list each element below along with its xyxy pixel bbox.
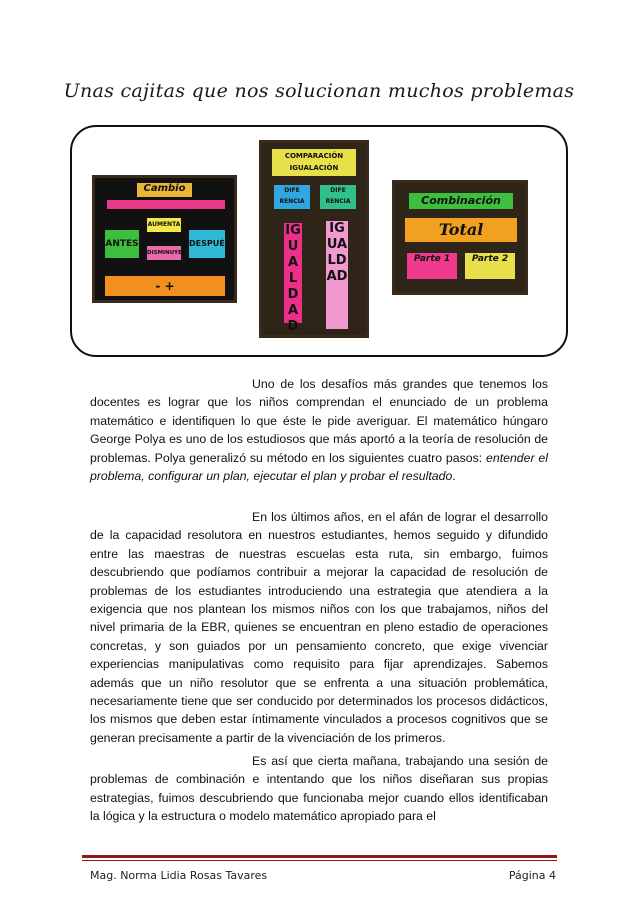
total-label: Total bbox=[405, 218, 517, 242]
diferencia-left-label: DIFE RENCIA bbox=[274, 185, 310, 209]
antes-label: ANTES bbox=[105, 230, 139, 258]
pink-strip bbox=[107, 200, 225, 209]
aumenta-label: AUMENTA bbox=[147, 218, 181, 232]
paragraph-3 bbox=[90, 752, 548, 826]
footer-rule-thin bbox=[82, 860, 557, 861]
paragraph-1-text: Uno de los desafíos más grandes que tenemos los docentes es lograr que los niños comprendan el enunciado de un problema matemático e identifiquen lo que éste le pide averiguar. El matemático húngaro George Polya es uno de los estudiosos que más aportó a la teoría de resolución de problemas. Polya generalizó su método en los siguientes cuatro pasos: bbox=[90, 377, 548, 465]
polya-steps: entender el problema, configurar un plan, ejecutar el plan y probar el resultado bbox=[90, 450, 548, 484]
footer-page-number: Página 4 bbox=[508, 869, 556, 882]
page-title: Unas cajitas que nos solucionan muchos problemas bbox=[63, 80, 575, 102]
paragraph-1 bbox=[90, 375, 548, 485]
cambio-label: Cambio bbox=[137, 183, 192, 197]
paragraph-2 bbox=[90, 508, 548, 747]
bottom-label: - + bbox=[105, 276, 225, 296]
igualdad-right-label: IGUALDAD bbox=[326, 221, 348, 329]
parte1-label: Parte 1 bbox=[407, 253, 457, 279]
paragraph-2-text: En los últimos años, en el afán de lograr el desarrollo de la capacidad resolutora en nuestros estudiantes, hemos seguido y difundido entre las maestras de nuestras escuelas esta ruta, sin embargo, fuimos descubriendo que podíamos contribuir a mejorar la capacidad de resolución de problemas de los estudiantes introduciendo una estrategia que atendiera a la exigencia que nos plantean los mismos niños con los que trabajamos, niños del nivel primaria de la EBR, quienes se encuentran en pleno estadio de operaciones concretas, y son guiados por un pensamiento concreto, que exige vivenciar experiencias manipulativas como requisito para fijar aprendizajes. Sabemos además que un niño resolutor que se enfrenta a una situación problemática, necesariamente tiene que ser conducido por determinados los procesos didácticos, los mismos que deben estar íntimamente vinculados a procesos cognitivos que se generan precisamente a partir de la vivenciación de los primeros. bbox=[90, 510, 548, 745]
despues-label: DESPUÉS bbox=[189, 230, 225, 258]
parte2-label: Parte 2 bbox=[465, 253, 515, 279]
comparacion-label: COMPARACIÓN IGUALACIÓN bbox=[272, 149, 356, 176]
igualdad-left-label: IGUALDAD bbox=[285, 223, 301, 334]
diferencia-right-label: DIFE RENCIA bbox=[320, 185, 356, 209]
cambio-box-photo bbox=[92, 175, 237, 303]
paragraph-3-text: Es así que cierta mañana, trabajando una sesión de problemas de combinación e intentando que los niños diseñaran sus propias estrategias, fuimos descubriendo que funcionaba mejor cuando ellos identificaban la lógica y la estructura o modelo matemático apropiado para el bbox=[90, 754, 548, 824]
paragraph-1-end: . bbox=[452, 469, 456, 484]
comparacion-box-photo bbox=[259, 140, 369, 338]
combinacion-label: Combinación bbox=[409, 193, 513, 209]
disminuye-label: DISMINUYE bbox=[147, 246, 181, 260]
combinacion-box-photo bbox=[392, 180, 528, 295]
footer-author: Mag. Norma Lidia Rosas Tavares bbox=[90, 869, 268, 882]
footer-rule-thick bbox=[82, 855, 557, 858]
